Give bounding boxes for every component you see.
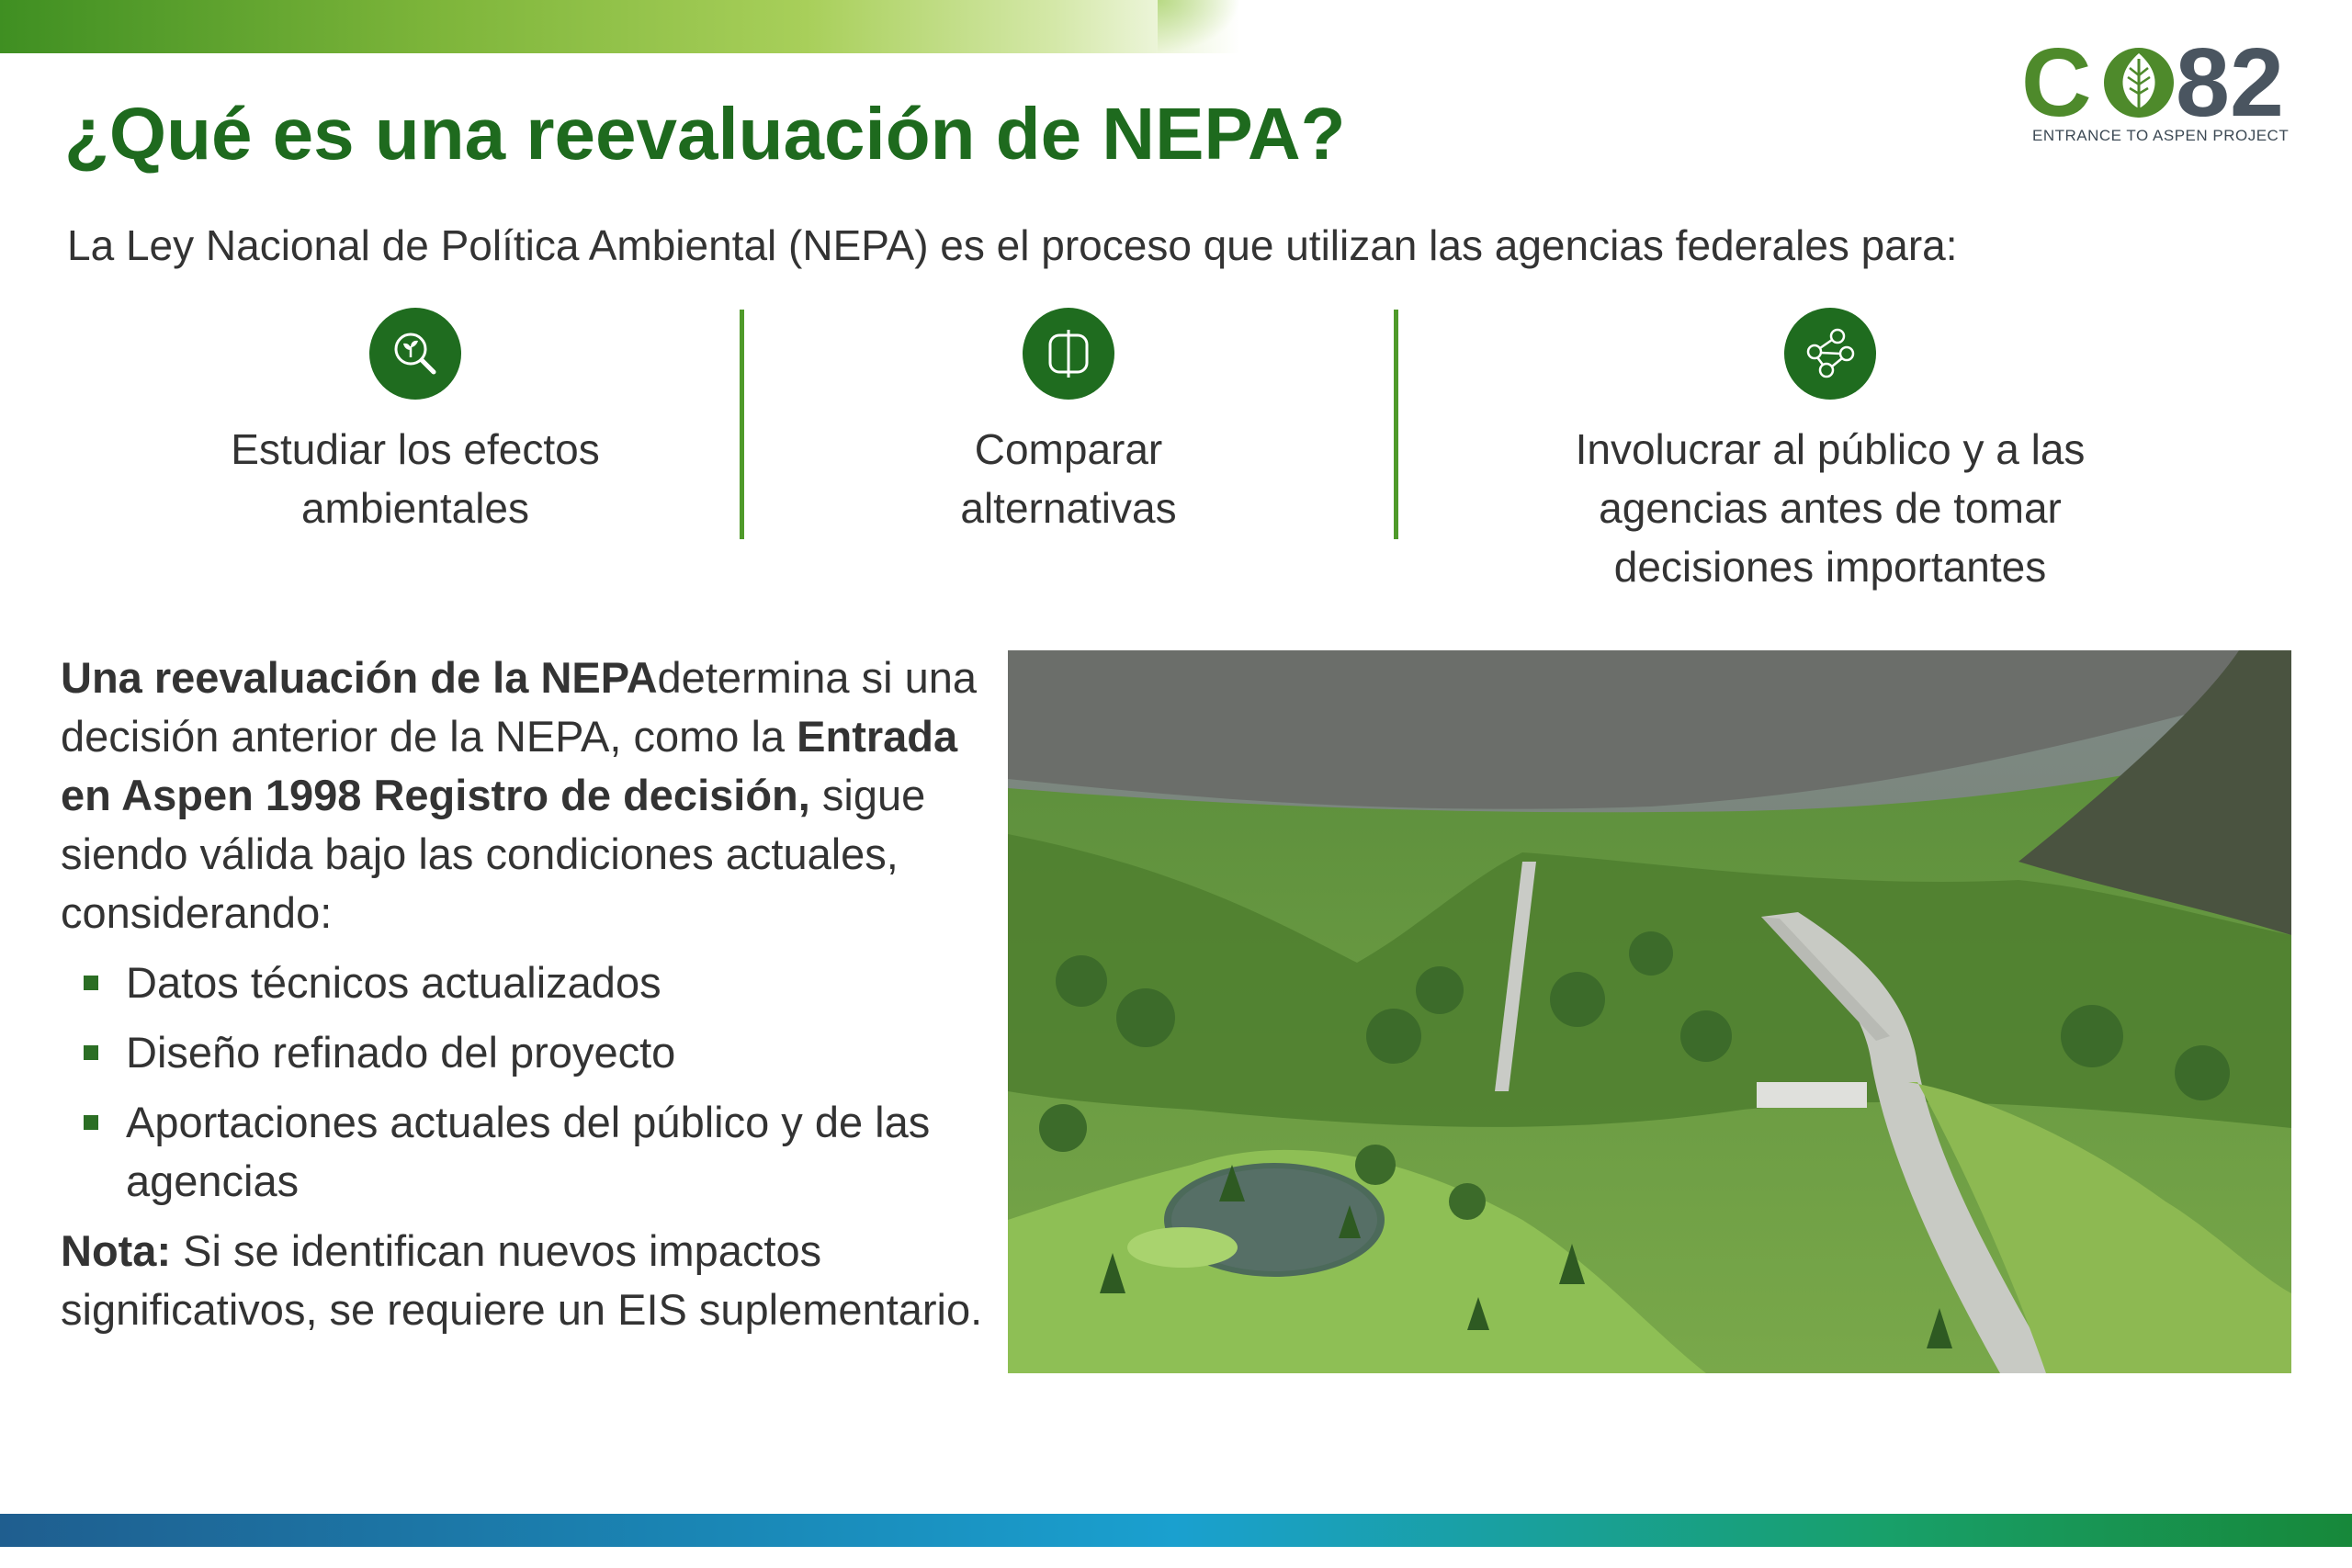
compare-icon	[1023, 308, 1114, 400]
reevaluation-description	[61, 649, 989, 1339]
feature-study-effects	[158, 308, 673, 537]
svg-text:C: C	[2021, 39, 2092, 127]
co82-logo	[2021, 39, 2297, 149]
feature-divider	[1394, 310, 1398, 539]
intro-text: La Ley Nacional de Política Ambiental (NEPA) es el proceso que utilizan las agencias federales para:	[67, 221, 1958, 269]
list-item: Diseño refinado del proyecto	[61, 1023, 989, 1082]
feature-label: Involucrar al público y a las agencias antes de tomar decisiones importantes	[1575, 425, 2086, 591]
list-item: Datos técnicos actualizados	[61, 953, 989, 1012]
note-paragraph: Nota: Si se identifican nuevos impactos significativos, se requiere un EIS suplementario.	[61, 1226, 983, 1334]
feature-label: Comparar alternativas	[960, 425, 1177, 532]
page-title: ¿Qué es una reevaluación de NEPA?	[64, 93, 1346, 175]
feature-compare	[811, 308, 1326, 537]
logo-tagline: ENTRANCE TO ASPEN PROJECT	[2032, 127, 2290, 144]
feature-label: Estudiar los efectos ambientales	[231, 425, 600, 532]
aspen-leaf-icon	[2104, 48, 2174, 118]
definition-paragraph: Una reevaluación de la NEPAdetermina si una decisión anterior de la NEPA, como la Entrada en Aspen 1998 Registro de decisión, sigue siendo válida bajo las condiciones actuales, considerando:	[61, 653, 978, 937]
top-decorative-band	[0, 0, 1240, 53]
bottom-decorative-band	[0, 1514, 2352, 1547]
co82-logo-mark	[2021, 39, 2297, 127]
square-bullet-icon	[84, 1045, 98, 1060]
magnifier-plant-icon	[369, 308, 461, 400]
list-item: Aportaciones actuales del público y de las agencias	[61, 1093, 989, 1211]
square-bullet-icon	[84, 1115, 98, 1130]
feature-involve-public	[1490, 308, 2170, 596]
square-bullet-icon	[84, 976, 98, 990]
aerial-valley-photo	[1008, 650, 2291, 1373]
considerations-list	[61, 953, 989, 1211]
network-people-icon	[1784, 308, 1876, 400]
feature-divider	[740, 310, 744, 539]
svg-text:82: 82	[2176, 39, 2284, 127]
